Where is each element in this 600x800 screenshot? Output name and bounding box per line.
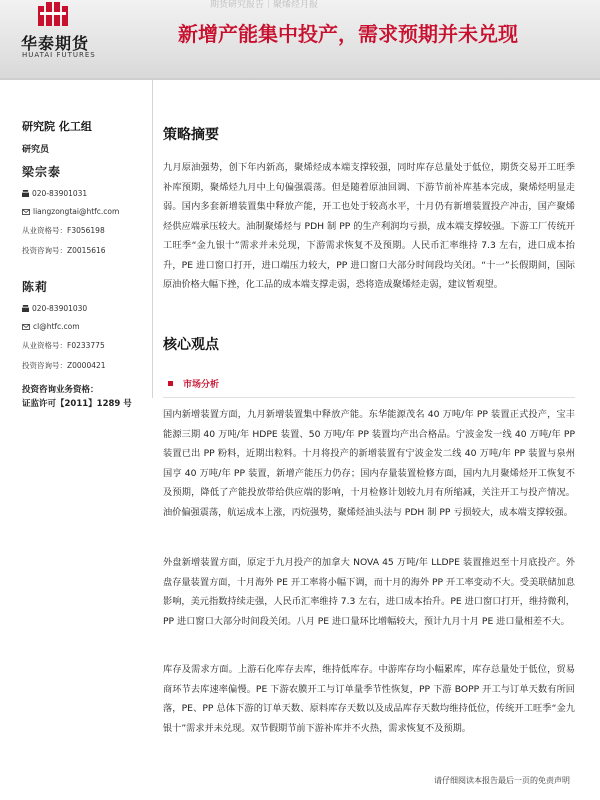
department: 研究院 化工组 [22,120,92,133]
report-title: 新增产能集中投产，需求预期并未兑现 [178,22,518,46]
page-header [0,0,600,78]
analyst-phone [22,189,140,198]
analyst-sidebar [22,118,140,411]
analyst-email [22,322,140,331]
email-address[interactable]: liangzongtai@htfc.com [33,207,120,216]
email-icon [22,324,30,330]
phone-number: 020-83901031 [32,189,88,198]
summary-paragraph: 九月原油强势，创下年内新高，聚烯烃成本端支撑较强，同时库存总量处于低位，期货交易开工旺季补库预期，聚烯烃九月中上旬偏强震荡。但是随着原油回调、下游节前补库基本完成，聚烯烃明显走弱。国内多套新增装置集中释放产能，开工也处于较高水平，十月仍有新增装置投产冲击，国产聚烯烃供应端承压较大。油制聚烯烃与 PDH 制 PP 的生产利润均亏损，成本端支撑较强。下游工厂传统开工旺季“金九银十”需求并未兑现，下游需求恢复不及预期。人民币汇率维持 7.3 左右，进口成本抬升，PE 进口窗口打开，进口端压力较大，PP 进口窗口大部分时间段均关闭。“十一”长假期间，国际原油价格大幅下挫，化工品的成本端支撑走弱，恐将造成聚烯烃走弱，建议暂观望。 [163,162,575,290]
analyst-email [22,207,140,216]
market-analysis-heading [168,377,219,390]
email-address[interactable]: cl@htfc.com [33,322,80,331]
cert-line-1: 投资咨询业务资格： [22,385,99,395]
report-type-strip: 期货研究报告｜聚烯烃月报 [210,0,319,10]
role-label: 研究员 [22,145,50,155]
license-number: 从业资格号：F0233775 [22,341,105,350]
analyst-phone [22,304,140,313]
certification [22,383,140,411]
phone-number: 020-83901030 [32,304,88,313]
analyst-name: 陈莉 [22,280,49,294]
summary-heading: 策略摘要 [163,127,219,143]
logo-chinese-name: 华泰期货 [21,34,90,53]
investment-license: 投资咨询号：Z0000421 [22,361,106,370]
analyst-name: 梁宗泰 [22,165,62,179]
section-rule [163,397,575,398]
paragraph-domestic-supply: 国内新增装置方面，九月新增装置集中释放产能。东华能源茂名 40 万吨/年 PP 装置正式投产，宝丰能源三期 40 万吨/年 HDPE 装置、50 万吨/年 PP 装置均产出合格品。宁波金发一线 40 万吨/年 PP 装置已出 PP 粉料，近期出粒料。十月将投产的新增装置有宁波金发二线 40 万吨/年 PP 装置与泉州国亨 40 万吨/年 PP 装置，新增产能压力仍存；国内存量装置检修方面，国内九月聚烯烃开工恢复不及预期，降低了产能投放带给供应端的影响，十月检修计划较九月有所缩减，关注开工与投产情况。油价偏强震荡，航运成本上涨，丙烷强势，聚烯烃油头法与 PDH 制 PP 亏损较大，成本端支撑较强。 [163,409,575,518]
phone-icon [22,305,29,312]
sidebar-divider [152,80,153,398]
square-bullet-icon [168,381,173,386]
license-number: 从业资格号：F3056198 [22,226,105,235]
logo-english-name: HUATAI FUTURES [22,51,96,59]
footer-disclaimer: 请仔细阅读本报告最后一页的免责声明 [434,776,570,785]
cert-line-2: 证监许可【2011】1289 号 [22,399,132,409]
market-analysis-label: 市场分析 [183,380,220,390]
phone-icon [22,190,29,197]
header-divider [0,78,600,80]
logo-mark-icon [36,2,70,28]
paragraph-overseas-supply: 外盘新增装置方面，原定于九月投产的加拿大 NOVA 45 万吨/年 LLDPE 装置推迟至十月底投产。外盘存量装置方面，十月海外 PE 开工率将小幅下调，而十月的海外 PP 开工率变动不大。受美联储加息影响，美元指数持续走强，人民币汇率维持 7.3 左右，进口成本抬升。PE 进口窗口打开，维持微利，PP 进口窗口大部分时间段关闭。八月 PE 进口量环比增幅较大，预计九月十月 PE 进口量相差不大。 [163,557,575,627]
paragraph-inventory-demand: 库存及需求方面。上游石化库存去库，维持低库存。中游库存均小幅累库，库存总量处于低位，贸易商环节去库速率偏慢。PE 下游农膜开工与订单量季节性恢复，PP 下游 BOPP 开工与订单天数有所回落，PE、PP 总体下游的订单天数、原料库存天数以及成品库存天数均维持低位，传统开工旺季“金九银十”需求并未兑现。双节假期节前下游补库并不火热，需求恢复不及预期。 [163,664,575,734]
email-icon [22,209,30,215]
investment-license: 投资咨询号：Z0015616 [22,246,106,255]
core-views-heading: 核心观点 [163,337,219,353]
